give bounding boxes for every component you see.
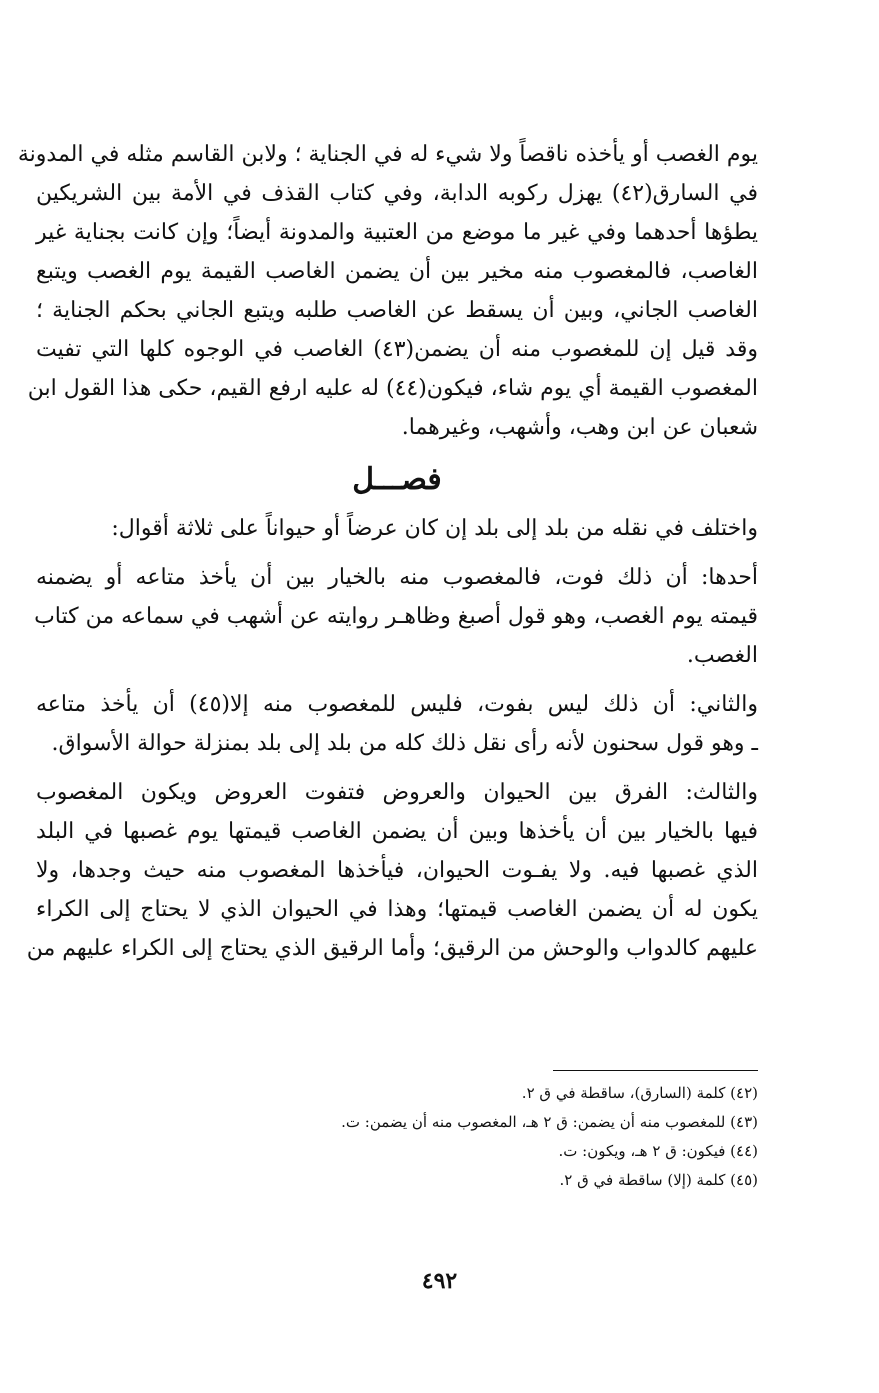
text-line: عليهم كالدواب والوحش من الرقيق؛ وأما الرقيق الذي يحتاج إلى الكراء عليهم من (26, 936, 758, 961)
page-body (17, 135, 758, 968)
paragraph-opinion-second (36, 685, 758, 763)
text-line: الغصب. (686, 643, 758, 668)
footnotes (36, 1070, 758, 1195)
text-line: ـ وهو قول سحنون لأنه رأى نقل ذلك كله من بلد إلى بلد بمنزلة حوالة الأسواق. (51, 731, 758, 756)
footnote: (٤٥) كلمة (إلا) ساقطة في ق ٢. (559, 1171, 758, 1189)
text-line: الغاصب، فالمغصوب منه مخير بين أن يضمن الغاصب القيمة يوم الغصب ويتبع (36, 259, 758, 284)
text-line: الغاصب الجاني، وبين أن يسقط عن الغاصب طلبه ويتبع الجاني بحكم الجناية ؛ (36, 298, 758, 323)
text-line: يكون له أن يضمن الغاصب قيمتها؛ وهذا في الحيوان الذي لا يحتاج إلى الكراء (36, 897, 758, 922)
text-line: في السارق(٤٢) يهزل ركوبه الدابة، وفي كتاب القذف في الأمة بين الشريكين (36, 181, 758, 206)
text-line: يطؤها أحدهما وفي غير ما موضع من العتبية والمدونة أيضاً؛ وإن كانت بجناية غير (36, 220, 758, 245)
paragraph-opinion-first (36, 558, 758, 675)
text-line: وقد قيل إن للمغصوب منه أن يضمن(٤٣) الغاصب في الوجوه كلها التي تفيت (36, 337, 758, 362)
text-line: الذي غصبها فيه. ولا يفـوت الحيوان، فيأخذها المغصوب منه حيث وجدها، ولا (36, 858, 758, 883)
paragraph-intro (36, 509, 758, 548)
paragraph-opinion-third (26, 773, 758, 968)
footnote: (٤٤) فيكون: ق ٢ هـ، ويكون: ت. (558, 1142, 758, 1160)
text-line: والثالث: الفرق بين الحيوان والعروض فتفوت العروض ويكون المغصوب (36, 780, 758, 805)
footnote-divider (553, 1070, 758, 1071)
page-number: ٤٩٢ (421, 1268, 458, 1294)
text-line: المغصوب القيمة أي يوم شاء، فيكون(٤٤) له عليه ارفع القيم، حكى هذا القول ابن (27, 376, 758, 401)
text-line: شعبان عن ابن وهب، وأشهب، وغيرهما. (401, 415, 758, 440)
text-line: واختلف في نقله من بلد إلى بلد إن كان عرضاً أو حيواناً على ثلاثة أقوال: (111, 516, 758, 541)
text-line: فيها بالخيار بين أن يأخذها وبين أن يضمن الغاصب قيمتها يوم غصبها في البلد (36, 819, 758, 844)
text-line: أحدها: أن ذلك فوت، فالمغصوب منه بالخيار بين أن يأخذ متاعه أو يضمنه (36, 565, 758, 590)
text-line: والثاني: أن ذلك ليس بفوت، فليس للمغصوب منه إلا(٤٥) أن يأخذ متاعه (36, 692, 758, 717)
text-line: قيمته يوم الغصب، وهو قول أصبغ وظاهـر روايته عن أشهب في سماعه من كتاب (34, 604, 758, 629)
text-line: يوم الغصب أو يأخذه ناقصاً ولا شيء له في الجناية ؛ ولابن القاسم مثله في المدونة (17, 142, 758, 167)
footnote: (٤٣) للمغصوب منه أن يضمن: ق ٢ هـ، المغصوب منه أن يضمن: ت. (341, 1113, 758, 1131)
paragraph-top (17, 135, 758, 447)
footnote: (٤٢) كلمة (السارق)، ساقطة في ق ٢. (521, 1084, 758, 1102)
section-heading: فصـــل (352, 462, 442, 497)
